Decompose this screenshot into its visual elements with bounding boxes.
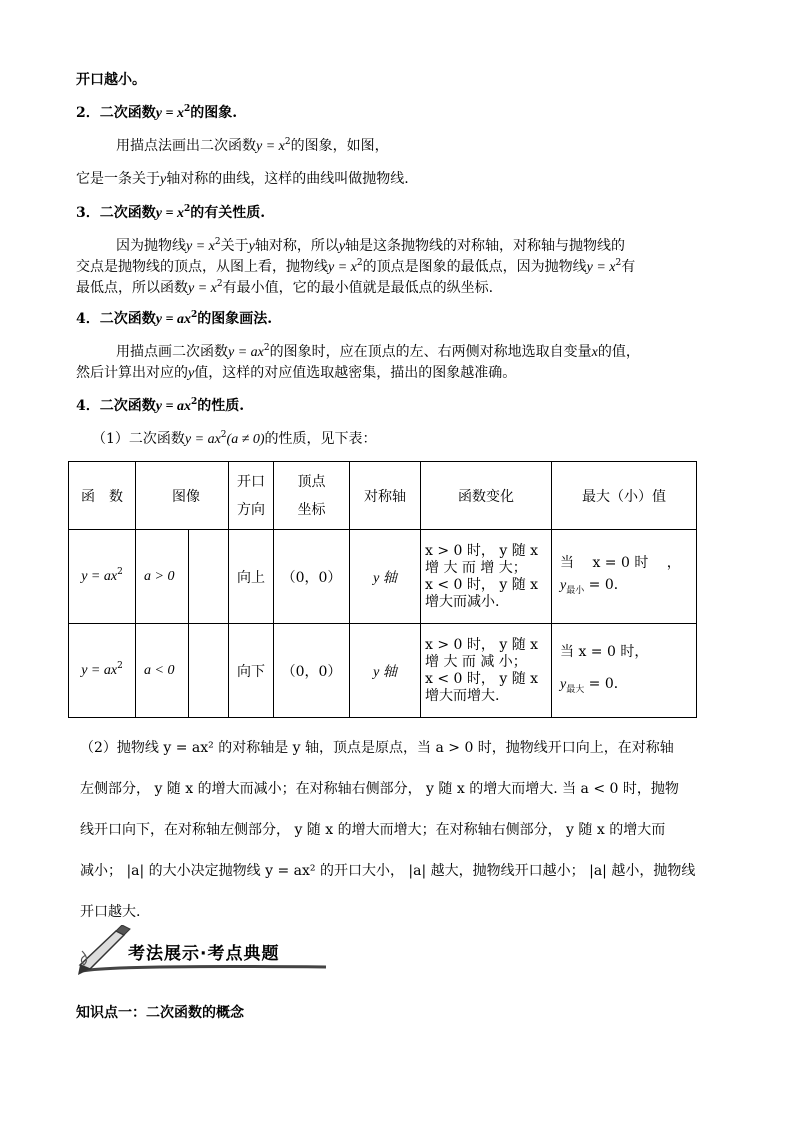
row1-vertex: （0，0） xyxy=(274,530,350,624)
row1-graph xyxy=(188,530,229,624)
row2-condition: a < 0 xyxy=(136,624,189,718)
table-header-row xyxy=(69,462,697,530)
row1-function: $y = ax^2$ xyxy=(69,530,136,624)
table-row-negative xyxy=(69,624,697,718)
section-heading-3: 3．二次函数$y = x^2$的有关性质. xyxy=(76,204,266,221)
section4b-paragraph2: （2）抛物线 y = ax² 的对称轴是 y 轴，顶点是原点，当 a > 0 时，抛物线开口向上，在对称轴 左侧部分， y 随 x 的增大而减小；在对称轴右侧部分， y 随 x 的增大而增大. 当 a < 0 时，抛物 线开口向下，在对称轴左侧部分， y 随 x 的增大而增大；在对称轴右侧部分， y 随 x 的增大而 减小； |a| 的大小决定抛物线 y = ax² 的开口大小， |a| 越大，抛物线开口越小； |a| 越小，抛物线 开口越大. xyxy=(80,740,696,920)
row2-function: $y = ax^2$ xyxy=(69,624,136,718)
table-intro: （1）二次函数$y = ax^2(a \ne 0)$的性质，见下表： xyxy=(92,430,377,447)
header-vertex: 顶点 坐标 xyxy=(274,462,350,530)
banner-title: 考法展示·考点典题 xyxy=(128,944,280,964)
properties-table xyxy=(68,461,697,718)
header-change: 函数变化 xyxy=(421,462,552,530)
header-function: 函 数 xyxy=(69,462,136,530)
row1-direction: 向上 xyxy=(229,530,274,624)
row2-vertex: （0，0） xyxy=(274,624,350,718)
row1-change: x > 0 时， y 随 x 增 大 而 增 大； x < 0 时， y 随 x 增大而减小. xyxy=(421,530,552,624)
row2-direction: 向下 xyxy=(229,624,274,718)
section2-para2: 它是一条关于y轴对称的曲线，这样的曲线叫做抛物线. xyxy=(76,171,409,187)
section4a-paragraph: 用描点画二次函数$y = ax^2$的图象时，应在顶点的左、右两侧对称地选取自变量x的值， 然后计算出对应的y值，这样的对应值选取越密集，描出的图象越准确。 xyxy=(76,343,640,381)
header-axis: 对称轴 xyxy=(350,462,421,530)
header-graph: 图像 xyxy=(136,462,189,530)
section-heading-4b: 4．二次函数$y = ax^2$的性质. xyxy=(76,397,245,414)
row2-extreme: 当 x = 0 时， $y_{最大} = 0$． xyxy=(552,624,697,718)
header-extreme: 最大（小）值 xyxy=(552,462,697,530)
section-banner xyxy=(76,925,332,977)
row1-axis: y 轴 xyxy=(350,530,421,624)
row1-extreme: 当 x = 0 时 ， $y_{最小} = 0$． xyxy=(552,530,697,624)
section2-para1: 用描点法画出二次函数$y = x^2$的图象，如图， xyxy=(116,137,389,154)
knowledge-point-1: 知识点一：二次函数的概念 xyxy=(76,1005,244,1021)
header-opening: 开口 方向 xyxy=(229,462,274,530)
section-heading-2: 2．二次函数$y = x^2$的图象. xyxy=(76,104,238,121)
section3-paragraph: 因为抛物线$y = x^2$关于y轴对称，所以y轴是这条抛物线的对称轴，对称轴与抛物线的 交点是抛物线的顶点，从图上看，抛物线$y = x^2$的顶点是图象的最低点，因为抛物线$y = x^2$有 最低点，所以函数$y = x^2$有最小值，它的最小值就是最低点的纵坐标. xyxy=(76,237,636,296)
table-row-positive xyxy=(69,530,697,624)
line-continuation: 开口越小。 xyxy=(76,72,146,88)
section-heading-4a: 4．二次函数$y = ax^2$的图象画法. xyxy=(76,310,273,327)
row2-change: x > 0 时， y 随 x 增 大 而 减 小； x < 0 时， y 随 x 增大而增大. xyxy=(421,624,552,718)
row2-axis: y 轴 xyxy=(350,624,421,718)
row2-graph xyxy=(188,624,229,718)
row1-condition: a > 0 xyxy=(136,530,189,624)
